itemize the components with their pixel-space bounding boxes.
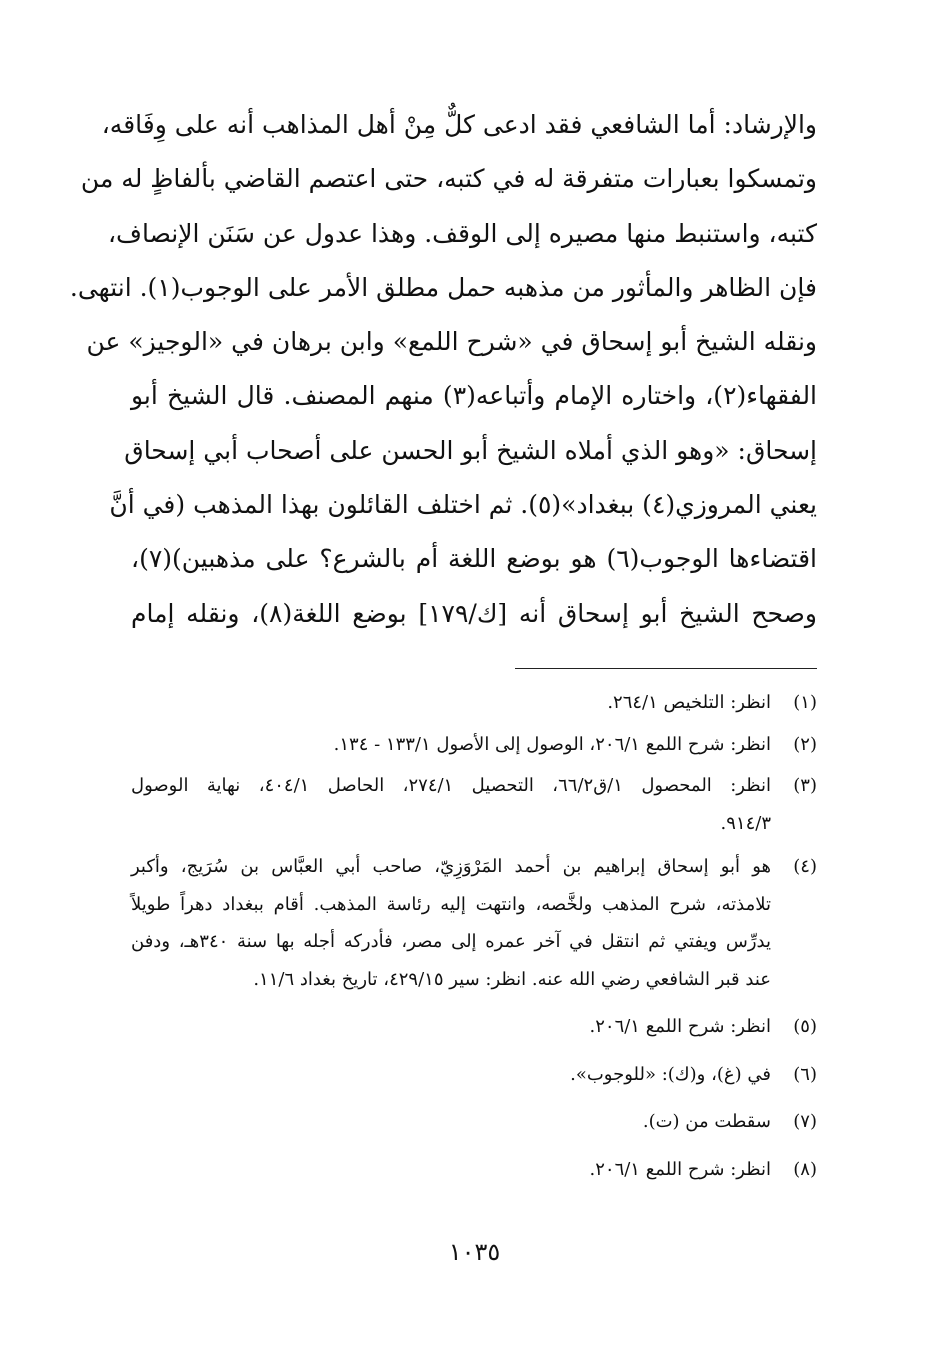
text-line: يعني المروزي(٤) ببغداد»(٥). ثم اختلف القائلون بهذا المذهب (في أنَّ: [109, 490, 817, 520]
footnote-text: سقطت من (ت).: [642, 1111, 771, 1132]
footnote-number: (٨): [793, 1158, 817, 1180]
footnote-4: [131, 848, 817, 998]
footnote-7: [131, 1103, 817, 1141]
footnote-text: هو أبو إسحاق إبراهيم بن أحمد المَرْوَزِيّ، صاحب أبي العبَّاس بن سُرَيج، وأكبر: [131, 856, 771, 877]
text-line: ونقله الشيخ أبو إسحاق في «شرح اللمع» وابن برهان في «الوجيز» عن: [86, 327, 817, 357]
footnote-3: [131, 767, 817, 842]
footnote-text: ٩١٤/٣.: [720, 812, 771, 834]
text-line: الفقهاء(٢)، واختاره الإمام وأتباعه(٣) منهم المصنف. قال الشيخ أبو: [131, 381, 818, 411]
text-line: وتمسكوا بعبارات متفرقة له في كتبه، حتى اعتصم القاضي بألفاظٍ له من: [80, 164, 817, 194]
footnote-separator: [515, 668, 817, 669]
page-number: ١٠٣٥: [448, 1238, 501, 1266]
footnote-number: (٣): [793, 775, 817, 796]
footnote-number: (٤): [793, 856, 817, 877]
text-line: اقتضاءها الوجوب(٦) هو بوضع اللغة أم بالشرع؟ على مذهبين)(٧)،: [131, 544, 817, 574]
footnote-text: انظر: شرح اللمع ٢٠٦/١، الوصول إلى الأصول ١٣٣/١ - ١٣٤.: [333, 733, 771, 755]
text-line: إسحاق: «وهو الذي أملاه الشيخ أبو الحسن على أصحاب أبي إسحاق: [124, 435, 817, 465]
footnote-text: عند قبر الشافعي رضي الله عنه. انظر: سير ٤٢٩/١٥، تاريخ بغداد ١١/٦.: [253, 968, 771, 990]
text-line: وصحح الشيخ أبو إسحاق أنه [ك/١٧٩] بوضع اللغة(٨)، ونقله إمام: [131, 598, 817, 628]
footnote-number: (٦): [793, 1063, 817, 1085]
footnote-8: [131, 1151, 817, 1189]
footnote-text: انظر: شرح اللمع ٢٠٦/١.: [589, 1158, 771, 1180]
footnote-number: (١): [793, 692, 817, 713]
footnote-text: انظر: التلخيص ٢٦٤/١.: [607, 692, 771, 713]
footnote-1: [131, 684, 817, 722]
footnote-number: (٧): [793, 1111, 817, 1132]
footnote-text: تلامذته، شرح المذهب ولخَّصه، وانتهت إليه رئاسة المذهب. أقام ببغداد دهراً طويلاً: [131, 893, 771, 915]
text-line: كتبه، واستنبط منها مصيره إلى الوقف. وهذا عدول عن سَنَن الإنصاف،: [107, 218, 817, 248]
footnote-5: [131, 1008, 817, 1046]
footnote-text: في (غ)، و(ك): «للوجوب».: [570, 1063, 771, 1085]
footnote-number: (٢): [793, 733, 817, 755]
text-line: والإرشاد: أما الشافعي فقد ادعى كلٌّ مِنْ أهل المذاهب أنه على وِفَاقه،: [101, 110, 817, 139]
footnote-number: (٥): [793, 1016, 817, 1037]
footnotes: [131, 684, 817, 1188]
footnote-text: انظر: المحصول ١/ق٦٦/٢، التحصيل ٢٧٤/١، الحاصل ٤٠٤/١، نهاية الوصول: [131, 775, 772, 796]
footnote-6: [131, 1056, 817, 1094]
footnote-text: انظر: شرح اللمع ٢٠٦/١.: [589, 1016, 771, 1037]
text-line: فإن الظاهر والمأثور من مذهبه حمل مطلق الأمر على الوجوب(١). انتهى.: [69, 272, 817, 302]
footnote-2: [131, 726, 817, 764]
footnote-text: يدرِّس ويفتي ثم انتقل في آخر عمره إلى مصر، فأدركه أجله بها سنة ٣٤٠هـ، ودفن: [131, 931, 772, 952]
main-text: [69, 98, 818, 641]
